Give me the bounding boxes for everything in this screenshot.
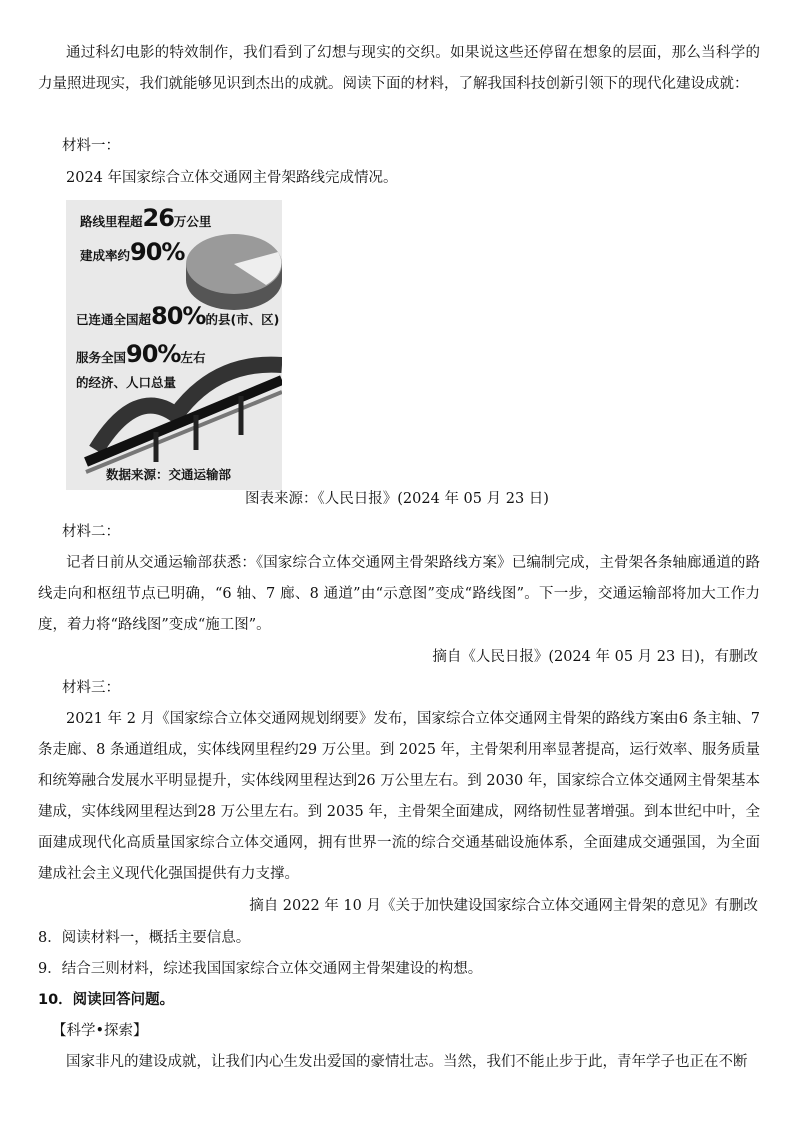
material-3-label: 材料三： <box>62 680 120 696</box>
section-heading: 【科学•探索】 <box>52 1023 148 1039</box>
stat-completion-rate: 建成率约90% <box>80 238 185 266</box>
material-2-label: 材料二： <box>62 524 120 540</box>
material-2-text: 记者日前从交通运输部获悉：《国家综合立体交通网主骨架路线方案》已编制完成，主骨架各条轴廊通道的路线走向和枢纽节点已明确，“6 轴、7 廊、8 通道”由“示意图”变成“路线图”。下一步，交通运输部将加大工作力度，着力将“路线图”变成“施工图”。 <box>38 555 760 633</box>
material-3-text: 2021 年 2 月《国家综合立体交通网规划纲要》发布，国家综合立体交通网主骨架的路线方案由6 条主轴、7 条走廊、8 条通道组成，实体线网里程约29 万公里。到 2025 年，主骨架利用率显著提高，运行效率、服务质量和统筹融合发展水平明显提升，实体线网里程达到26 万公里左右。到 2030 年，国家综合立体交通网主骨架基本建成，实体线网里程达到28 万公里左右。到 2035 年，主骨架全面建成，网络韧性显著增强。到本世纪中叶，全面建成现代化高质量国家综合立体交通网，拥有世界一流的综合交通基础设施体系，全面建成交通强国，为全面建成社会主义现代化强国提供有力支撑。 <box>38 711 760 882</box>
material-1-label: 材料一： <box>62 138 120 154</box>
stat-mileage: 路线里程超26万公里 <box>80 204 212 232</box>
material-2-source: 摘自《人民日报》(2024 年 05 月 23 日)，有删改 <box>432 649 758 665</box>
question-8: 8．阅读材料一，概括主要信息。 <box>38 930 251 946</box>
pie-chart-icon <box>186 234 282 310</box>
stat-counties: 已连通全国超80%的县(市、区) <box>76 302 280 330</box>
last-paragraph: 国家非凡的建设成就，让我们内心生发出爱国的豪情壮志。当然，我们不能止步于此，青年学子也正在不断 <box>66 1054 748 1070</box>
intro-paragraph: 通过科幻电影的特效制作，我们看到了幻想与现实的交织。如果说这些还停留在想象的层面，那么当科学的力量照进现实，我们就能够见识到杰出的成就。阅读下面的材料，了解我国科技创新引领下的现代化建设成就： <box>38 45 760 92</box>
figure-caption: 图表来源：《人民日报》(2024 年 05 月 23 日) <box>245 491 549 507</box>
infographic <box>66 200 282 490</box>
stat-service: 服务全国90%左右 <box>76 340 206 368</box>
stat-service-cont: 的经济、人口总量 <box>76 375 177 390</box>
figure-data-source: 数据来源：交通运输部 <box>106 467 232 482</box>
material-1-description: 2024 年国家综合立体交通网主骨架路线完成情况。 <box>66 170 398 186</box>
question-10: 10．阅读回答问题。 <box>38 992 175 1008</box>
material-3-source: 摘自 2022 年 10 月《关于加快建设国家综合立体交通网主骨架的意见》有删改 <box>249 898 758 914</box>
question-9: 9．结合三则材料，综述我国国家综合立体交通网主骨架建设的构想。 <box>38 961 483 977</box>
